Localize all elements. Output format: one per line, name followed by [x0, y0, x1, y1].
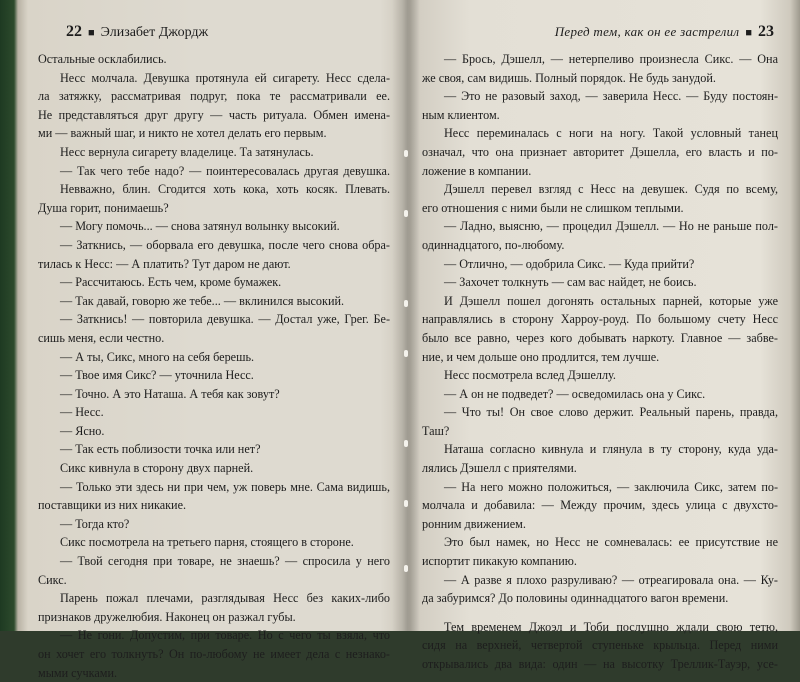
text-line: Несс переминалась с ноги на ногу. Такой условный танец	[444, 126, 778, 141]
text-line: ла затяжку, рассматривая подруг, пока те рассматривали ее.	[38, 89, 390, 104]
text-line: ным клиентом.	[422, 107, 500, 122]
text-line: тилась к Несс: — А платить? Тут даром не дают.	[38, 256, 291, 271]
text-line: Дэшелл перевел взгляд с Несс на девушек. Судя по всему,	[444, 182, 778, 197]
binding-stitch	[404, 500, 408, 507]
text-line: ми — важный шаг, и никто не хотел делать его первым.	[38, 126, 327, 141]
text-line: — А он не подведет? — осведомилась она у Сикс.	[444, 386, 706, 401]
text-line: — Что ты! Он свое слово держит. Реальный парень, правда,	[444, 405, 778, 420]
binding-stitch	[404, 350, 408, 357]
text-line: — Так чего тебе надо? — поинтересовалась другая девушка.	[60, 163, 390, 178]
text-line: ложение в компании.	[422, 163, 532, 178]
right-page	[422, 20, 778, 671]
binding-stitch	[404, 150, 408, 157]
text-line: — Заткнись, — оборвала его девушка, после чего снова обра-	[60, 237, 390, 252]
text-line: означал, что она признает авторитет Дэшелла, его власть и по-	[422, 144, 778, 159]
left-page-number: 22	[66, 23, 82, 40]
text-line: сидя на верхней, четвертой ступеньке крыльца. Перед ними	[422, 638, 778, 653]
text-line: Несс молчала. Девушка протянула ей сигарету. Несс сдела-	[60, 70, 390, 85]
text-line: — Так давай, говорю же тебе... — вклинился высокий.	[60, 293, 345, 308]
text-line: Наташа согласно кивнула и глянула в ту сторону, куда уда-	[444, 442, 778, 457]
left-running-head	[38, 20, 390, 44]
text-line: — Тогда кто?	[60, 516, 130, 531]
text-line: И Дэшелл пошел догонять остальных парней, которые уже	[444, 293, 778, 308]
text-line: — На него можно положиться, — заключила Сикс, затем по-	[444, 479, 778, 494]
book-spine	[392, 0, 420, 631]
text-line: признаков дружелюбия. Наконец он разжал губы.	[38, 609, 296, 624]
text-line: он хочет его толкнуть? Он по-любому не имеет дела с незнако-	[38, 647, 390, 661]
text-line: Тем временем Джоэл и Тоби послушно ждали свою тетю,	[444, 619, 778, 634]
text-line: лялись Дэшелл с приятелями.	[422, 461, 577, 476]
text-line: открывались два вида: один — на высотку Треллик-Тауэр, усе-	[422, 657, 778, 671]
text-line: — Захочет толкнуть — сам вас найдет, не боись.	[444, 275, 697, 290]
right-page-text	[422, 50, 778, 674]
text-line: Сикс кивнула в сторону двух парней.	[60, 461, 254, 476]
text-line: ронним движением.	[422, 516, 526, 531]
binding-stitch	[404, 300, 408, 307]
text-line: Несс посмотрела вслед Дэшеллу.	[444, 368, 616, 383]
text-line: Не представляться друг другу — часть ритуала. Обмен имена-	[38, 107, 390, 122]
left-running-title: Элизабет Джордж	[100, 25, 209, 40]
text-line: — Ладно, выясню, — процедил Дэшелл. — Но не раньше пол-	[444, 219, 778, 234]
text-line: — Твое имя Сикс? — уточнила Несс.	[60, 368, 254, 383]
binding-stitch	[404, 565, 408, 572]
binding-stitch	[404, 210, 408, 217]
text-line: его отношения с ними были не слишком теплыми.	[422, 200, 684, 215]
text-line: Несс вернула сигарету владелице. Та затянулась.	[60, 144, 314, 159]
text-line: Сикс посмотрела на третьего парня, стоящего в стороне.	[60, 535, 354, 550]
text-line: было все равно, через кого добывать наркоту. Главное — забве-	[422, 330, 778, 345]
text-line: — Отлично, — одобрила Сикс. — Куда прийти?	[444, 256, 695, 271]
text-line: — Рассчитаюсь. Есть чем, кроме бумажек.	[60, 275, 282, 290]
text-line: — Это не разовый заход, — заверила Несс. — Буду постоян-	[444, 89, 778, 104]
right-page-number: 23	[758, 23, 774, 40]
text-line: одиннадцатого, по-любому.	[422, 237, 565, 252]
text-line: — Могу помочь... — снова затянул волынку высокий.	[60, 219, 340, 234]
text-line: — А разве я плохо разруливаю? — отреагировала она. — Ку-	[444, 572, 778, 587]
left-page	[38, 20, 390, 680]
text-line: — Точно. А это Наташа. А тебя как зовут?	[60, 386, 280, 401]
text-line: Душа горит, понимаешь?	[38, 200, 169, 215]
text-line: испортит пикакую компанию.	[422, 554, 577, 569]
text-line: направлялись в сторону Харроу-роуд. По большому счету Несс	[422, 312, 778, 327]
text-line: — Так есть поблизости точка или нет?	[60, 442, 261, 457]
section-break	[422, 608, 778, 618]
text-line: молчала и добавила: — Между прочим, здесь улица с двухсто-	[422, 498, 778, 513]
text-line: — Заткнись! — повторила девушка. — Достал уже, Грег. Бе-	[60, 312, 390, 327]
left-page-text	[38, 50, 390, 682]
text-line: же своя, сам видишь. Полный порядок. Не будь занудой.	[422, 70, 716, 85]
text-line: ние, и чем дольше оно продлится, тем лучше.	[422, 349, 660, 364]
text-line: Парень пожал плечами, разглядывая Несс без каких-либо	[60, 591, 390, 606]
text-line: — Ясно.	[60, 423, 105, 438]
text-line: да забуримся? До половины одиннадцатого вагон времени.	[422, 591, 729, 606]
binding-stitch	[404, 440, 408, 447]
text-line: Это был намек, но Несс не сомневалась: ее присутствие не	[444, 535, 778, 550]
square-bullet-icon: ■	[745, 27, 752, 39]
text-line: Невважно, блин. Сгодится хоть кока, хоть косяк. Плевать.	[60, 182, 390, 197]
text-line: — Только эти здесь ни при чем, уж поверь мне. Сама видишь,	[60, 479, 390, 494]
text-line: поставщики из них никакие.	[38, 498, 187, 513]
text-line: — Твой сегодня при товаре, не знаешь? — спросила у него	[60, 554, 390, 569]
text-line: — А ты, Сикс, много на себя берешь.	[60, 349, 255, 364]
text-line: — Несс.	[60, 405, 104, 420]
right-running-title: Перед тем, как он ее застрелил	[554, 24, 740, 39]
right-running-head	[422, 20, 778, 44]
text-line: Остальные осклабились.	[38, 52, 167, 66]
text-line: — Брось, Дэшелл, — нетерпеливо произнесла Сикс. — Она	[444, 52, 778, 66]
text-line: мыми сучками.	[38, 665, 118, 680]
text-line: — Не гони. Допустим, при товаре. Но с чего ты взяла, что	[60, 628, 390, 643]
text-line: сишь меня, если честно.	[38, 330, 165, 345]
text-line: Таш?	[422, 423, 450, 438]
square-bullet-icon: ■	[88, 27, 95, 39]
text-line: Сикс.	[38, 572, 67, 587]
